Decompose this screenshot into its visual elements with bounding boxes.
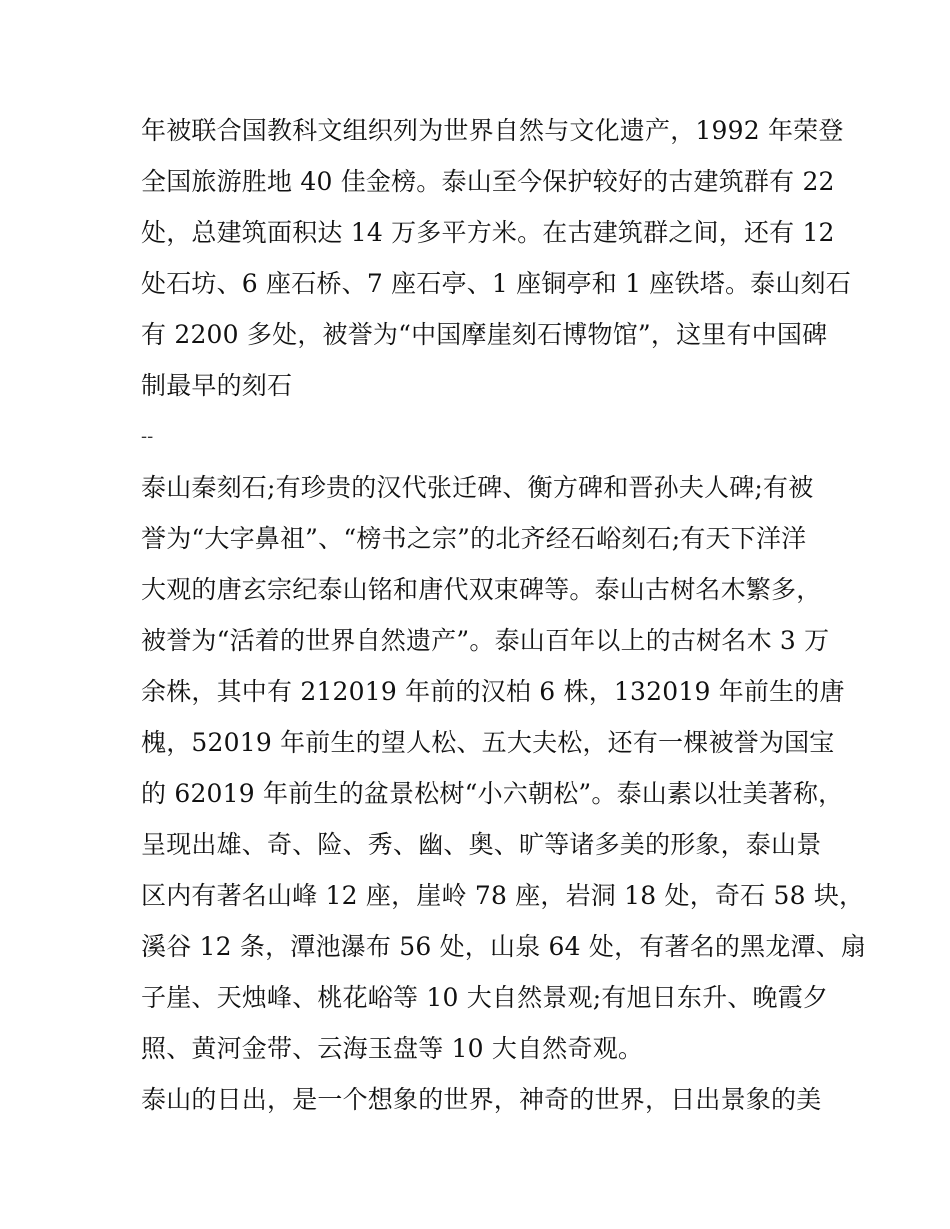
paragraph-1-line-3: 处，总建筑面积达 14 万多平方米。在古建筑群之间，还有 12 — [141, 218, 835, 247]
paragraph-3-line-1: 泰山的日出，是一个想象的世界，神奇的世界，日出景象的美 — [141, 1085, 822, 1114]
paragraph-2-line-1: 泰山秦刻石;有珍贵的汉代张迁碑、衡方碑和晋孙夫人碑;有被 — [141, 473, 814, 502]
paragraph-2-line-2: 誉为“大字鼻祖”、“榜书之宗”的北齐经石峪刻石;有天下洋洋 — [141, 524, 807, 553]
paragraph-1-line-5: 有 2200 多处，被誉为“中国摩崖刻石博物馆”，这里有中国碑 — [141, 320, 828, 349]
paragraph-2-line-10: 溪谷 12 条，潭池瀑布 56 处，山泉 64 处，有著名的黑龙潭、扇 — [141, 932, 867, 961]
paragraph-2-line-7: 的 62019 年前生的盆景松树“小六朝松”。泰山素以壮美著称， — [141, 779, 844, 808]
paragraph-1-line-2: 全国旅游胜地 40 佳金榜。泰山至今保护较好的古建筑群有 22 — [141, 167, 835, 196]
paragraph-2-line-11: 子崖、天烛峰、桃花峪等 10 大自然景观;有旭日东升、晚霞夕 — [141, 983, 829, 1012]
section-separator: -- — [141, 426, 154, 447]
paragraph-1-line-1: 年被联合国教科文组织列为世界自然与文化遗产，1992 年荣登 — [141, 116, 844, 145]
paragraph-2-line-5: 余株，其中有 212019 年前的汉柏 6 株，132019 年前生的唐 — [141, 677, 845, 706]
paragraph-2-line-6: 槐，52019 年前生的望人松、五大夫松，还有一棵被誉为国宝 — [141, 728, 835, 757]
paragraph-1-line-6: 制最早的刻石 — [141, 371, 293, 400]
paragraph-2-line-9: 区内有著名山峰 12 座，崖岭 78 座，岩洞 18 处，奇石 58 块， — [141, 881, 865, 910]
paragraph-1-line-4: 处石坊、6 座石桥、7 座石亭、1 座铜亭和 1 座铁塔。泰山刻石 — [141, 269, 851, 298]
paragraph-2-line-4: 被誉为“活着的世界自然遗产”。泰山百年以上的古树名木 3 万 — [141, 626, 830, 655]
paragraph-2-line-8: 呈现出雄、奇、险、秀、幽、奥、旷等诸多美的形象，泰山景 — [141, 830, 822, 859]
paragraph-2-line-12: 照、黄河金带、云海玉盘等 10 大自然奇观。 — [141, 1034, 644, 1063]
paragraph-2-line-3: 大观的唐玄宗纪泰山铭和唐代双束碑等。泰山古树名木繁多， — [141, 575, 822, 604]
document-body — [141, 105, 867, 1125]
